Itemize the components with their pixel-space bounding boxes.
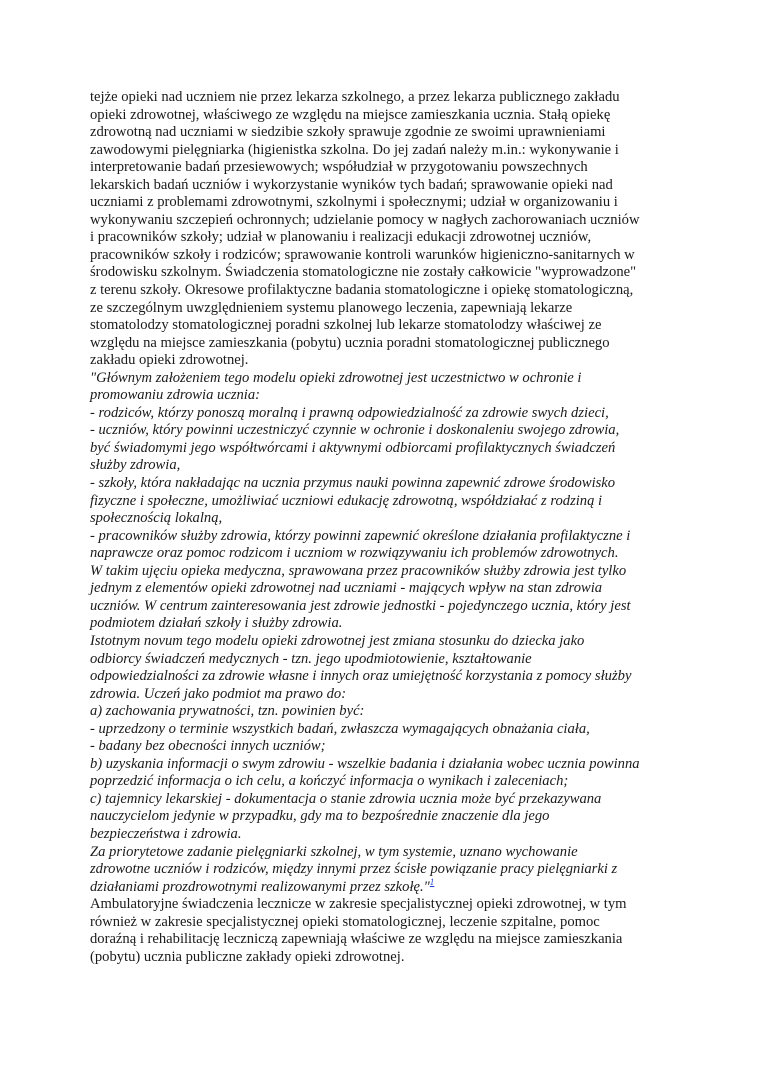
text-line: zdrowotną nad uczniami w siedzibie szkoły sprawuje zgodnie ze swoimi uprawnieniami: [90, 124, 606, 141]
text-line: lekarskich badań uczniów i wykorzystanie wyników tych badań; sprawowanie opieki nad: [90, 176, 613, 193]
text-line: interpretowanie badań przesiewowych; współudział w przygotowaniu powszechnych: [90, 159, 588, 176]
paragraph-health-care: [90, 89, 680, 370]
document-body: [90, 89, 680, 966]
text-line: uczniami z problemami zdrowotnymi, szkolnymi i społecznymi; udział w organizowaniu i: [90, 194, 618, 211]
text-line: stomatolodzy stomatologicznej poradni szkolnej lub lekarze stomatolodzy właściwej ze: [90, 317, 602, 334]
quote-closing-text: działaniami prozdrowotnymi realizowanymi przez szkołę.": [90, 878, 430, 895]
text-line: Za priorytetowe zadanie pielęgniarki szkolnej, w tym systemie, uznano wychowanie: [90, 843, 578, 860]
text-line: społecznością lokalną,: [90, 510, 223, 527]
text-line: podmiotem działań szkoły i służby zdrowia.: [90, 615, 343, 632]
text-line: doraźną i rehabilitację leczniczą zapewniają właściwe ze względu na miejsce zamieszkania: [90, 931, 623, 948]
text-line: uczniów. W centrum zainteresowania jest zdrowie jednostki - pojedynczego ucznia, który jest: [90, 597, 631, 614]
text-line: a) zachowania prywatności, tzn. powinien być:: [90, 703, 365, 720]
text-line: z terenu szkoły. Okresowe profilaktyczne badania stomatologiczne i opiekę stomatologiczną,: [90, 282, 634, 299]
text-line: - uprzedzony o terminie wszystkich badań, zwłaszcza wymagających obnażania ciała,: [90, 720, 590, 737]
paragraph-ambulatory-care: [90, 896, 680, 966]
text-line: zakładu opieki zdrowotnej.: [90, 352, 249, 369]
text-line: - uczniów, który powinni uczestniczyć czynnie w ochronie i doskonaleniu swojego zdrowia,: [90, 422, 620, 439]
text-line: również w zakresie specjalistycznej opieki stomatologicznej, leczenie szpitalne, pomoc: [90, 913, 600, 930]
text-line: naprawcze oraz pomoc rodzicom i uczniom w rozwiązywaniu ich problemów zdrowotnych.: [90, 545, 619, 562]
text-line: (pobytu) ucznia publiczne zakłady opieki zdrowotnej.: [90, 948, 405, 965]
text-line: jednym z elementów opieki zdrowotnej nad uczniami - mających wpływ na stan zdrowia: [90, 580, 603, 597]
text-line: wykonywaniu szczepień ochronnych; udzielanie pomocy w nagłych zachorowaniach uczniów: [90, 211, 640, 228]
text-line: środowisku szkolnym. Świadczenia stomatologiczne nie zostały całkowicie "wyprowadzone": [90, 264, 637, 281]
text-line: względu na miejsce zamieszkania (pobytu) ucznia poradni stomatologicznej publicznego: [90, 334, 610, 351]
text-line: i pracowników szkoły; udział w planowaniu i realizacji edukacji zdrowotnej uczniów,: [90, 229, 592, 246]
text-line: - rodziców, którzy ponoszą moralną i prawną odpowiedzialność za zdrowie swych dzieci,: [90, 404, 609, 421]
text-line: nauczycielom jedynie w przypadku, gdy ma to bezpośrednie znaczenie dla jego: [90, 808, 550, 825]
text-line: opieki zdrowotnej, właściwego ze względu na miejsce zamieszkania ucznia. Stałą opiekę: [90, 106, 611, 123]
text-line: c) tajemnicy lekarskiej - dokumentacja o stanie zdrowia ucznia może być przekazywana: [90, 790, 602, 807]
text-line: zdrowia. Uczeń jako podmiot ma prawo do:: [90, 685, 347, 702]
text-line: [90, 876, 680, 897]
quoted-model-description: [90, 370, 680, 896]
text-line: ze szczególnym uwzględnieniem systemu planowego leczenia, zapewniają lekarze: [90, 299, 573, 316]
text-line: W takim ujęciu opieka medyczna, sprawowana przez pracowników służby zdrowia jest tylko: [90, 562, 627, 579]
text-line: bezpieczeństwa i zdrowia.: [90, 825, 242, 842]
text-line: poprzedzić informacja o ich celu, a kończyć informacja o wynikach i zaleceniach;: [90, 773, 569, 790]
footnote-link[interactable]: 1: [429, 876, 435, 887]
text-line: być świadomymi jego współtwórcami i aktywnymi odbiorcami profilaktycznych świadczeń: [90, 439, 616, 456]
text-line: odpowiedzialności za zdrowie własne i innych oraz umiejętność korzystania z pomocy służby: [90, 668, 632, 685]
text-line: zdrowotne uczniów i rodziców, między innymi przez ścisłe powiązanie pracy pielęgniarki z: [90, 861, 618, 878]
text-line: b) uzyskania informacji o swym zdrowiu - wszelkie badania i działania wobec ucznia powinna: [90, 755, 640, 772]
text-line: zawodowymi pielęgniarka (higienistka szkolna. Do jej zadań należy m.in.: wykonywanie i: [90, 141, 619, 158]
text-line: fizyczne i społeczne, umożliwiać uczniowi edukację zdrowotną, współdziałać z rodziną i: [90, 492, 603, 509]
text-line: - badany bez obecności innych uczniów;: [90, 738, 326, 755]
text-line: pracowników szkoły i rodziców; sprawowanie kontroli warunków higieniczno-sanitarnych w: [90, 246, 635, 263]
text-line: - pracowników służby zdrowia, którzy powinni zapewnić określone działania profilaktyczne i: [90, 527, 631, 544]
text-line: - szkoły, która nakładając na ucznia przymus nauki powinna zapewnić zdrowe środowisko: [90, 475, 616, 492]
text-line: odbiorcy świadczeń medycznych - tzn. jego upodmiotowienie, kształtowanie: [90, 650, 532, 667]
text-line: Istotnym novum tego modelu opieki zdrowotnej jest zmiana stosunku do dziecka jako: [90, 632, 585, 649]
text-line: tejże opieki nad uczniem nie przez lekarza szkolnego, a przez lekarza publicznego zakładu: [90, 89, 620, 105]
text-line: Ambulatoryjne świadczenia lecznicze w zakresie specjalistycznej opieki zdrowotnej, w tym: [90, 896, 627, 913]
text-line: "Głównym założeniem tego modelu opieki zdrowotnej jest uczestnictwo w ochronie i: [90, 369, 582, 386]
text-line: służby zdrowia,: [90, 457, 181, 474]
text-line: promowaniu zdrowia ucznia:: [90, 387, 261, 404]
